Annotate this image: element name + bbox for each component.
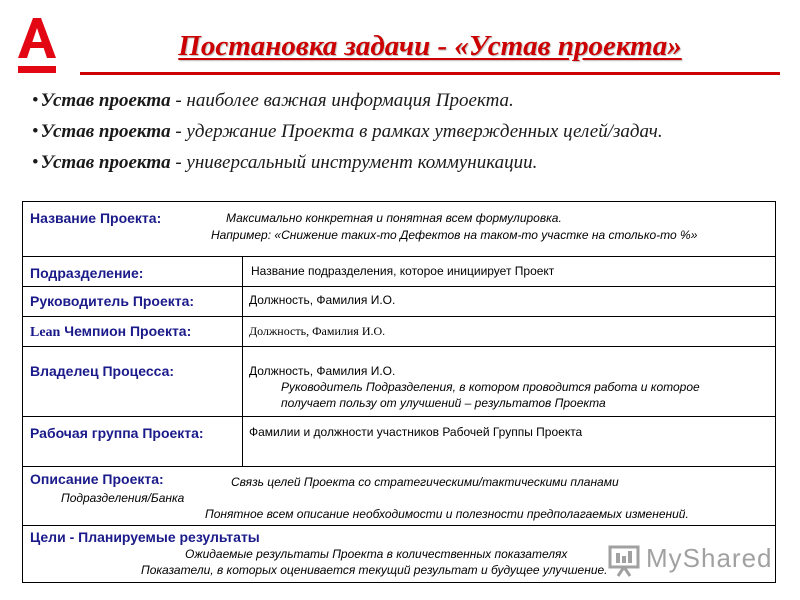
charter-value-name-line1: Максимально конкретная и понятная всем формулировка. <box>226 211 562 225</box>
charter-note-process-owner-1: Руководитель Подразделения, в котором проводится работа и которое <box>281 380 700 394</box>
watermark-text: MyShared <box>646 543 773 573</box>
bullet-list <box>32 85 792 178</box>
charter-value-description-line1: Связь целей Проекта со стратегическими/тактическими планами <box>231 475 619 489</box>
champion-label-text: Чемпион Проекта: <box>60 323 192 339</box>
charter-value-description-line3: Понятное всем описание необходимости и полезности предполагаемых изменений. <box>205 507 689 521</box>
bullet-term: Устав проекта <box>40 152 171 173</box>
column-divider <box>242 287 243 316</box>
charter-value-lean-champion: Должность, Фамилия И.О. <box>249 324 386 338</box>
bank-logo <box>14 14 60 78</box>
charter-label-manager: Руководитель Проекта: <box>30 293 195 309</box>
charter-note-process-owner-2: получает пользу от улучшений – результатов Проекта <box>281 396 606 410</box>
charter-label-description: Описание Проекта: <box>30 471 164 487</box>
bullet-term: Устав проекта <box>40 90 171 111</box>
charter-row-team <box>23 417 775 467</box>
bullet-item <box>32 85 792 116</box>
charter-row-description <box>23 467 775 526</box>
charter-label-team: Рабочая группа Проекта: <box>30 425 204 441</box>
project-charter-table <box>22 201 776 583</box>
bullet-dot: • <box>32 152 39 173</box>
bullet-dot: • <box>32 90 39 111</box>
charter-value-name-line2: Например: «Снижение таких-то Дефектов на таком-то участке на столько-то %» <box>211 228 698 242</box>
charter-row-process-owner <box>23 347 775 417</box>
bullet-text: - удержание Проекта в рамках утвержденных целей/задач. <box>170 121 663 142</box>
charter-row-lean-champion <box>23 317 775 347</box>
charter-label-lean-champion <box>30 323 191 341</box>
charter-row-name <box>23 202 775 257</box>
page-title: Постановка задачи - «Устав проекта» <box>178 30 682 62</box>
bullet-item <box>32 116 792 147</box>
bullet-item <box>32 147 792 178</box>
bullet-text: - универсальный инструмент коммуникации. <box>170 152 538 173</box>
charter-value-goals-line2: Показатели, в которых оценивается текущий результат и будущее улучшение. <box>141 563 608 577</box>
charter-label-name: Название Проекта: <box>30 210 162 226</box>
charter-value-process-owner: Должность, Фамилия И.О. <box>249 364 396 378</box>
lean-word: Lean <box>30 325 61 340</box>
bullet-dot: • <box>32 121 39 142</box>
charter-value-team: Фамилии и должности участников Рабочей Группы Проекта <box>249 425 583 439</box>
watermark <box>608 539 778 579</box>
column-divider <box>242 257 243 286</box>
title-rule <box>80 72 780 75</box>
bullet-term: Устав проекта <box>40 121 171 142</box>
charter-value-description-line2: Подразделения/Банка <box>61 491 185 505</box>
bullet-text: - наиболее важная информация Проекта. <box>170 90 514 111</box>
charter-value-goals-line1: Ожидаемые результаты Проекта в количественных показателях <box>185 547 568 561</box>
charter-row-division <box>23 257 775 287</box>
charter-label-goals: Цели - Планируемые результаты <box>30 529 260 545</box>
column-divider <box>242 317 243 346</box>
charter-value-division: Название подразделения, которое инициирует Проект <box>251 264 555 278</box>
charter-label-division: Подразделение: <box>30 265 144 281</box>
charter-row-manager <box>23 287 775 317</box>
column-divider <box>242 417 243 466</box>
charter-label-process-owner: Владелец Процесса: <box>30 363 175 379</box>
presentation-icon <box>608 543 642 577</box>
column-divider <box>242 347 243 416</box>
charter-value-manager: Должность, Фамилия И.О. <box>249 293 396 307</box>
